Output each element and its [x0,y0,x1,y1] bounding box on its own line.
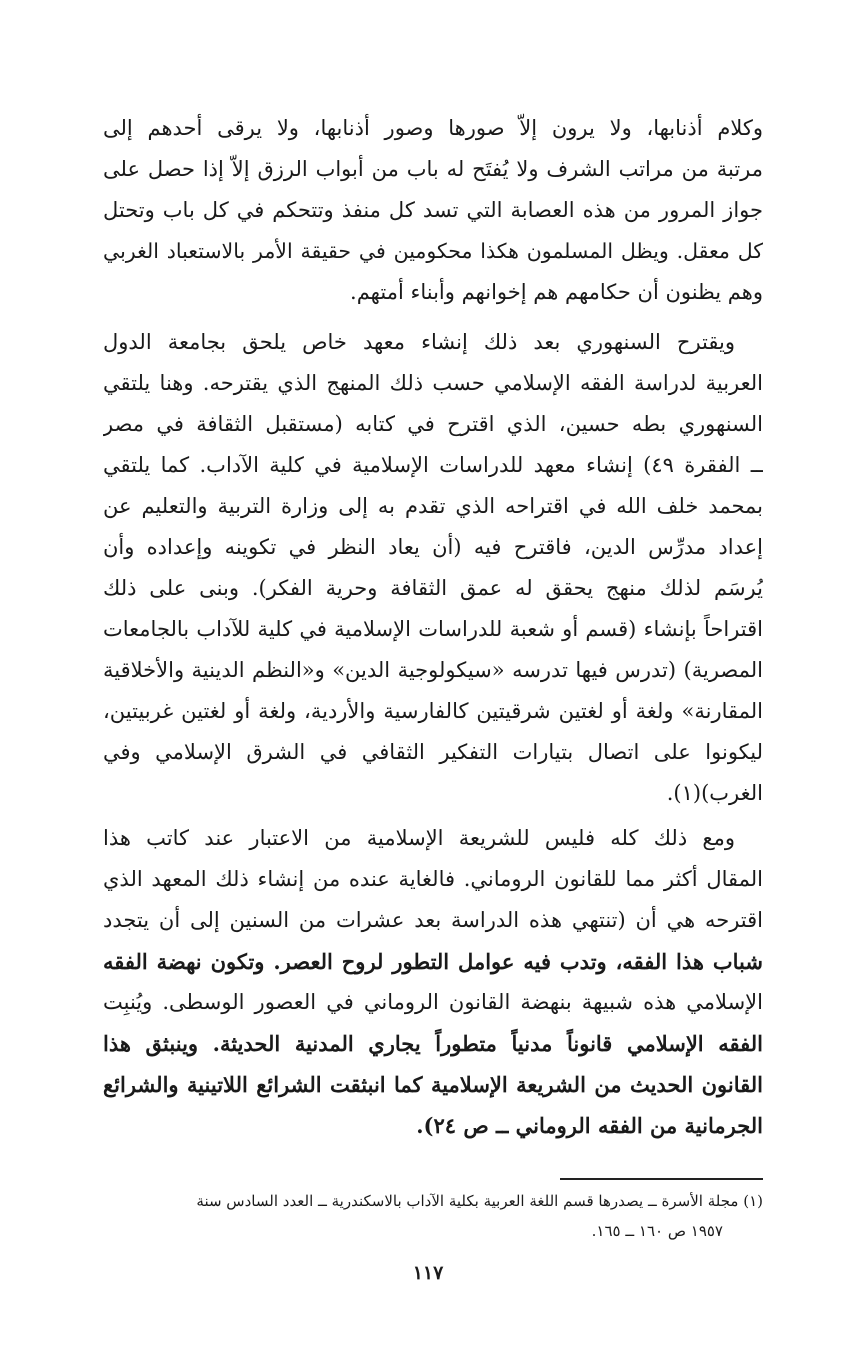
text-line: ليكونوا على اتصال بتيارات التفكير الثقافي في الشرق الإسلامي وفي [103,740,763,764]
text-line: العربية لدراسة الفقه الإسلامي حسب ذلك المنهج الذي يقترحه. وهنا يلتقي [103,371,763,395]
text-line: شباب هذا الفقه، وتدب فيه عوامل التطور لروح العصر. وتكون نهضة الفقه [103,949,763,974]
text-line: ــ الفقرة ٤٩) إنشاء معهد للدراسات الإسلامية في كلية الآداب. كما يلتقي [103,453,763,477]
footnote-line: (١) مجلة الأسرة ــ يصدرها قسم اللغة العربية بكلية الآداب بالاسكندرية ــ العدد السادس سنة [196,1192,763,1210]
text-line: الغرب)(١). [666,781,763,805]
paragraph-2 [103,322,763,814]
text-line: كل معقل. ويظل المسلمون هكذا محكومين في حقيقة الأمر بالاستعباد الغربي [103,239,763,263]
text-line: المقال أكثر مما للقانون الروماني. فالغاية عنده من إنشاء ذلك المعهد الذي [103,867,763,891]
text-line: يُرسَم لذلك منهج يحقق له عمق الثقافة وحرية الفكر). وبنى على ذلك [103,576,763,600]
text-line: المقارنة» ولغة أو لغتين شرقيتين كالفارسية والأردية، ولغة أو لغتين غربيتين، [103,699,763,723]
text-line: وهم يظنون أن حكامهم هم إخوانهم وأبناء أمتهم. [350,280,763,304]
text-line: مرتبة من مراتب الشرف ولا يُفتَح له باب من أبواب الرزق إلاّ إذا حصل على [103,157,763,181]
page-number: ١١٧ [412,1262,444,1284]
footnotes [103,1186,763,1246]
text-line: المصرية) (تدرس فيها تدرسه «سيكولوجية الدين» و«النظم الدينية والأخلاقية [103,658,763,682]
text-line: ويقترح السنهوري بعد ذلك إنشاء معهد خاص يلحق بجامعة الدول [103,330,735,354]
text-line: وكلام أذنابها، ولا يرون إلاّ صورها وصور أذنابها، ولا يرقى أحدهم إلى [103,116,763,140]
text-line: بمحمد خلف الله في اقتراحه الذي تقدم به إلى وزارة التربية والتعليم عن [103,494,763,518]
text-line: ومع ذلك كله فليس للشريعة الإسلامية من الاعتبار عند كاتب هذا [103,826,735,850]
text-line: الإسلامي هذه شبيهة بنهضة القانون الروماني في العصور الوسطى. ويُنبِت [103,990,763,1014]
text-line: اقترحه هي أن (تنتهي هذه الدراسة بعد عشرات من السنين إلى أن يتجدد [103,908,763,932]
text-line: الجرمانية من الفقه الروماني ــ ص ٢٤). [416,1113,763,1138]
text-line: إعداد مدرِّس الدين، فاقترح فيه (أن يعاد النظر في تكوينه وإعداده وأن [103,535,763,559]
text-line: اقتراحاً بإنشاء (قسم أو شعبة للدراسات الإسلامية في كلية للآداب بالجامعات [103,617,763,641]
text-line: جواز المرور من هذه العصابة التي تسد كل منفذ وتتحكم في كل باب وتحتل [103,198,763,222]
footnote-line: ١٩٥٧ ص ١٦٠ ــ ١٦٥. [591,1222,723,1240]
paragraph-1 [103,108,763,313]
footnote-divider [560,1178,763,1180]
text-line: السنهوري بطه حسين، الذي اقترح في كتابه (مستقبل الثقافة في مصر [103,412,763,436]
text-line: الفقه الإسلامي قانوناً مدنياً متطوراً يجاري المدنية الحديثة. وينبثق هذا [103,1031,763,1056]
paragraph-3 [103,818,763,1146]
text-line: القانون الحديث من الشريعة الإسلامية كما انبثقت الشرائع اللاتينية والشرائع [103,1072,763,1097]
